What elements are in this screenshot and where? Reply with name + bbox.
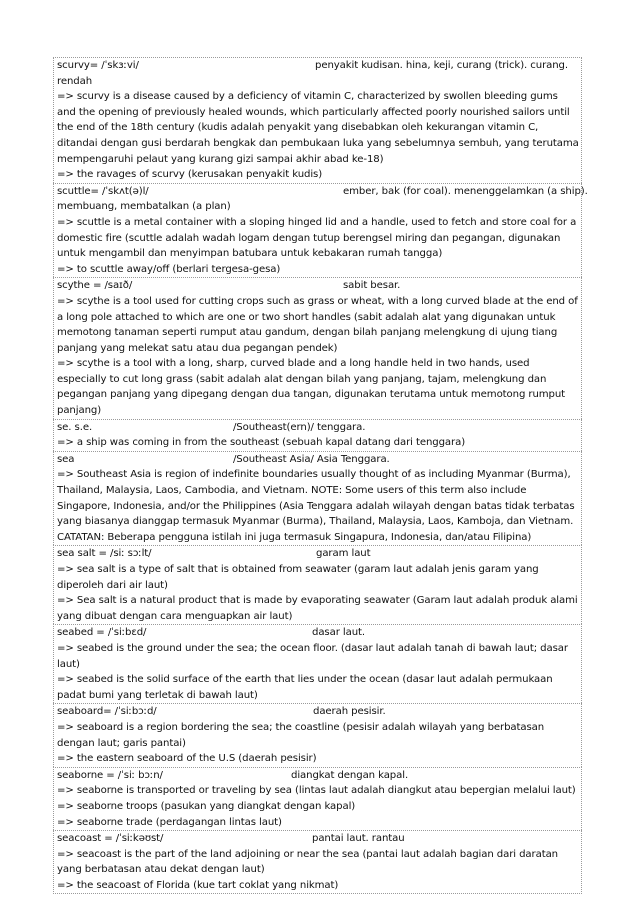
entry-line: => the seacoast of Florida (kue tart coklat yang nikmat) [57,879,339,891]
entry-term: scurvy= /ˈskɜːvi/ [57,60,139,71]
entry-term: seacoast = /ˈsiːkəʊst/ [57,833,164,845]
entry-line: => scythe is a tool used for cutting crops such as grass or wheat, with a long curved blade at the end of a long pole attached to which are one or two short handles (sabit adalah alat yang digunakan untuk memotong tanaman seperti rumput atau gandum, dengan bilah panjang melengkung di ujung tiang panjang yang melekat satu atau dua pegangan pendek) [57,295,578,354]
entry-headline [57,420,579,436]
entry-headline [57,184,588,200]
dictionary-entry [53,57,582,183]
entry-line: => a ship was coming in from the southeast (sebuah kapal datang dari tenggara) [57,437,466,449]
entry-translation: dasar laut. [312,627,366,639]
dictionary-entry [53,767,582,830]
dictionary-entry [53,830,582,894]
entry-line: => Sea salt is a natural product that is made by evaporating seawater (Garam laut adalah produk alami yang dibuat dengan cara menguapkan air laut) [57,595,578,622]
entry-line: => seaboard is a region bordering the sea; the coastline (pesisir adalah wilayah yang berbatasan dengan laut; garis pantai) [57,721,545,749]
dictionary-entry [53,183,588,278]
entry-translation: /Southeast Asia/ Asia Tenggara. [233,453,390,465]
entry-headline [57,768,579,784]
entry-line: => Southeast Asia is region of indefinite boundaries usually thought of as including Myanmar (Burma), Thailand, Malaysia, Laos, Cambodia, and Vietnam. NOTE: Some users of this term also include Singapore, Indonesia, and/or the Philippines (Asia Tenggara adalah wilayah dengan batas tidak terbatas yang biasanya dianggap termasuk Myanmar (Burma), Thailand, Malaysia, Laos, Kamboja, dan Vietnam. CATATAN: Beberapa pengguna istilah ini juga termasuk Singapura, Indonesia, dan/atau Filipina) [57,469,575,543]
entry-translation: ember, bak (for coal). menenggelamkan (a ship). [343,185,588,197]
entry-line: rendah [57,75,93,87]
entry-translation: garam laut [316,548,371,560]
entry-translation: daerah pesisir. [313,706,386,718]
dictionary-entry [53,703,582,766]
entry-line: => sea salt is a type of salt that is obtained from seawater (garam laut adalah jenis garam yang diperoleh dari air laut) [57,564,539,591]
entry-line: => scythe is a tool with a long, sharp, curved blade and a long handle held in two hands, used especially to cut long grass (sabit adalah alat dengan bilah yang panjang, tajam, melengkung dan pegangan panjang yang dipegang dengan dua tangan, digunakan terutama untuk memotong rumput panjang) [57,358,566,417]
dictionary-entry [53,451,582,546]
entry-line: => seacoast is the part of the land adjoining or near the sea (pantai laut adalah bagian dari daratan yang berbatasan atau dekat dengan laut) [57,848,559,876]
entry-line: => seaborne trade (perdagangan lintas laut) [57,816,282,828]
entry-headline [57,278,579,294]
entry-term: seaboard= /ˈsiːbɔːd/ [57,706,157,718]
entry-term: sea [57,453,75,465]
entry-line: => the ravages of scurvy (kerusakan penyakit kudis) [57,169,323,181]
entry-term: seabed = /ˈsiːbɛd/ [57,627,147,639]
entry-headline [57,452,579,468]
entry-term: scuttle= /ˈskʌt(ə)l/ [57,185,149,197]
entry-translation: diangkat dengan kapal. [291,769,409,781]
dictionary-entry [53,624,582,703]
entry-headline [57,546,579,562]
entry-term: sea salt = /siː sɔːlt/ [57,548,152,560]
entry-term: seaborne = /ˈsiː bɔːn/ [57,769,163,781]
entry-line: => scuttle is a metal container with a sloping hinged lid and a handle, used to fetch and store coal for a domestic fire (scuttle adalah wadah logam dengan tutup berengsel miring dan pegangan, digunakan untuk mengambil dan menyimpan batubara untuk kebakaran rumah tangga) [57,216,577,260]
dictionary-entry [53,277,582,418]
dictionary-entry [53,419,582,451]
entry-translation: penyakit kudisan. hina, keji, curang (trick). curang. [315,60,569,71]
entry-headline [57,625,579,641]
entry-translation: pantai laut. rantau [312,833,405,845]
dictionary-entry [53,545,582,624]
entry-line: => seaborne troops (pasukan yang diangkat dengan kapal) [57,800,356,812]
entry-line: => seaborne is transported or traveling by sea (lintas laut adalah diangkut atau bepergian melalui laut) [57,785,576,797]
entry-term: se. s.e. [57,421,93,433]
entry-headline [57,58,579,74]
dictionary-page [53,57,588,894]
entry-line: => to scuttle away/off (berlari tergesa-gesa) [57,263,281,275]
entry-line: => seabed is the ground under the sea; the ocean floor. (dasar laut adalah tanah di bawah laut; dasar laut) [57,642,568,670]
entry-translation: sabit besar. [343,280,401,292]
entry-headline [57,831,579,847]
entry-line: => seabed is the solid surface of the earth that lies under the ocean (dasar laut adalah permukaan padat bumi yang terletak di bawah laut) [57,674,553,701]
entry-line: => scurvy is a disease caused by a deficiency of vitamin C, characterized by swollen bleeding gums and the opening of previously healed wounds, which particularly affected poorly nourished sailors until the end of the 18th century (kudis adalah penyakit yang disebabkan oleh kekurangan vitamin C, ditandai dengan gusi berdarah bengkak dan pembukaan luka yang sebelumnya sembuh, yang terutama mempengaruhi pelaut yang kurang gizi sampai akhir abad ke-18) [57,91,579,165]
entry-term: scythe = /saɪð/ [57,280,133,292]
entry-translation: /Southeast(ern)/ tenggara. [233,421,366,433]
entry-line: => the eastern seaboard of the U.S (daerah pesisir) [57,753,317,765]
entry-line: membuang, membatalkan (a plan) [57,201,231,213]
entry-headline [57,704,579,720]
